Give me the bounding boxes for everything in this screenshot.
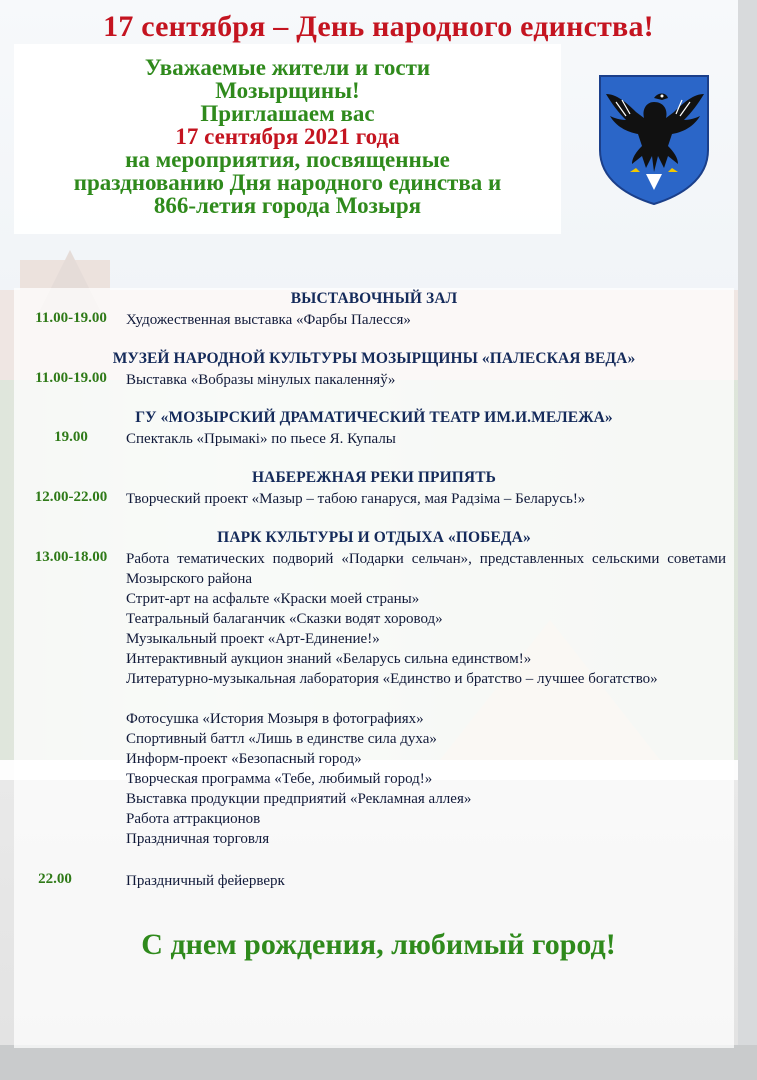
closing-message: С днем рождения, любимый город! bbox=[141, 928, 616, 961]
eagle-coat-of-arms-icon bbox=[596, 72, 712, 206]
event-item: Стрит-арт на асфальте «Краски моей страны» bbox=[126, 591, 420, 607]
event-time: 13.00-18.00 bbox=[34, 549, 108, 565]
invitation-block bbox=[14, 44, 561, 234]
event-item: Музыкальный проект «Арт-Единение!» bbox=[126, 631, 380, 647]
invitation-line: Мозырщины! bbox=[215, 78, 360, 103]
event-item: Праздничный фейерверк bbox=[126, 873, 285, 889]
event-item: Выставка «Вобразы мінулых пакаленняў» bbox=[126, 372, 396, 388]
section-title: ВЫСТАВОЧНЫЙ ЗАЛ bbox=[290, 290, 458, 307]
event-item: Фотосушка «История Мозыря в фотографиях» bbox=[126, 711, 424, 727]
page-title: 17 сентября – День народного единства! bbox=[103, 10, 654, 43]
section-title: МУЗЕЙ НАРОДНОЙ КУЛЬТУРЫ МОЗЫРЩИНЫ «ПАЛЕСКАЯ ВЕДА» bbox=[112, 350, 636, 367]
section-title: ГУ «МОЗЫРСКИЙ ДРАМАТИЧЕСКИЙ ТЕАТР ИМ.И.МЕЛЕЖА» bbox=[135, 409, 613, 426]
invitation-line: Приглашаем вас bbox=[200, 101, 375, 126]
event-item: Театральный балаганчик «Сказки водят хоровод» bbox=[126, 611, 443, 627]
event-item: Работа тематических подворий «Подарки сельчан», представленных сельскими советами Мозырского района bbox=[126, 551, 726, 587]
event-item: Творческий проект «Мазыр – табою ганаруся, мая Радзіма – Беларусь!» bbox=[126, 491, 586, 507]
event-item: Работа аттракционов bbox=[126, 811, 261, 827]
event-item: Спектакль «Прымакі» по пьесе Я. Купалы bbox=[126, 431, 396, 447]
event-time: 11.00-19.00 bbox=[35, 370, 107, 386]
event-time: 11.00-19.00 bbox=[35, 310, 107, 326]
event-item: Информ-проект «Безопасный город» bbox=[126, 751, 362, 767]
event-item: Интерактивный аукцион знаний «Беларусь сильна единством!» bbox=[126, 651, 532, 667]
invitation-line: на мероприятия, посвященные bbox=[125, 147, 450, 172]
event-item: Выставка продукции предприятий «Рекламная аллея» bbox=[126, 791, 472, 807]
section-title: ПАРК КУЛЬТУРЫ И ОТДЫХА «ПОБЕДА» bbox=[217, 529, 531, 546]
section-title: НАБЕРЕЖНАЯ РЕКИ ПРИПЯТЬ bbox=[252, 469, 496, 486]
event-time: 19.00 bbox=[54, 429, 88, 445]
invitation-line: празднованию Дня народного единства и bbox=[73, 170, 502, 195]
event-item: Спортивный баттл «Лишь в единстве сила духа» bbox=[126, 731, 437, 747]
event-time: 12.00-22.00 bbox=[34, 489, 108, 505]
event-item: Литературно-музыкальная лаборатория «Единство и братство – лучшее богатство» bbox=[126, 671, 658, 687]
event-item: Праздничная торговля bbox=[126, 831, 270, 847]
invitation-line: 866-летия города Мозыря bbox=[153, 193, 422, 218]
invitation-line: Уважаемые жители и гости bbox=[144, 55, 431, 80]
event-item: Творческая программа «Тебе, любимый город!» bbox=[126, 771, 433, 787]
event-item: Художественная выставка «Фарбы Палесся» bbox=[126, 312, 411, 328]
invitation-date: 17 сентября 2021 года bbox=[175, 124, 400, 149]
event-time: 22.00 bbox=[38, 871, 72, 887]
